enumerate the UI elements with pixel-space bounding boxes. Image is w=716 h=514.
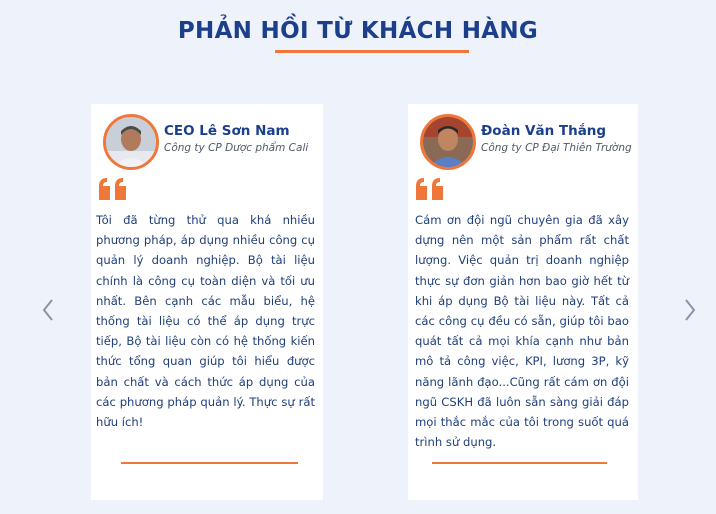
- card-divider: [432, 462, 607, 464]
- title-underline: [275, 50, 469, 53]
- avatar: [420, 114, 476, 170]
- review-text: Cám ơn đội ngũ chuyên gia đã xây dựng nên một sản phẩm rất chất lượng. Việc quản trị doanh nghiệp thực sự đơn giản hơn bao giờ hết từ khi áp dụng Bộ tài liệu này. Tất cả các công cụ đều có sẵn, giúp tôi bao quát tất cả mọi khía cạnh như bản mô tả công việc, KPI, lương 3P, kỹ năng lãnh đạo...Cũng rất cám ơn đội ngũ CSKH đã luôn sẵn sàng giải đáp mọi thắc mắc của tôi trong suốt quá trình sử dụng.: [415, 213, 629, 450]
- quote-icon: [97, 176, 129, 206]
- carousel-prev-button[interactable]: [38, 296, 58, 324]
- customer-name: Đoàn Văn Thắng: [481, 123, 607, 139]
- customer-name: CEO Lê Sơn Nam: [164, 123, 290, 139]
- section-title: PHẢN HỒI TỪ KHÁCH HÀNG: [177, 18, 539, 44]
- review-text: Tôi đã từng thử qua khá nhiều phương pháp, áp dụng nhiều công cụ quản lý doanh nghiệp. Bộ tài liệu chính là công cụ toàn diện và tối ưu nhất. Bên cạnh các mẫu biểu, hệ thống tài liệu có thể áp dụng trực tiếp, Bộ tài liệu còn có hệ thống kiến thức tổng quan giúp tôi hiểu được bản chất và cách thức áp dụng của các phương pháp quản lý. Thực sự rất hữu ích!: [96, 213, 315, 430]
- customer-company: Công ty CP Đại Thiên Trường: [481, 142, 632, 154]
- testimonial-card: [91, 104, 323, 500]
- customer-company: Công ty CP Dược phẩm Cali: [164, 142, 309, 154]
- chevron-right-icon: [680, 296, 700, 324]
- testimonial-card: [408, 104, 638, 500]
- carousel-next-button[interactable]: [680, 296, 700, 324]
- card-divider: [121, 462, 298, 464]
- chevron-left-icon: [38, 296, 58, 324]
- quote-icon: [414, 176, 446, 206]
- avatar: [103, 114, 159, 170]
